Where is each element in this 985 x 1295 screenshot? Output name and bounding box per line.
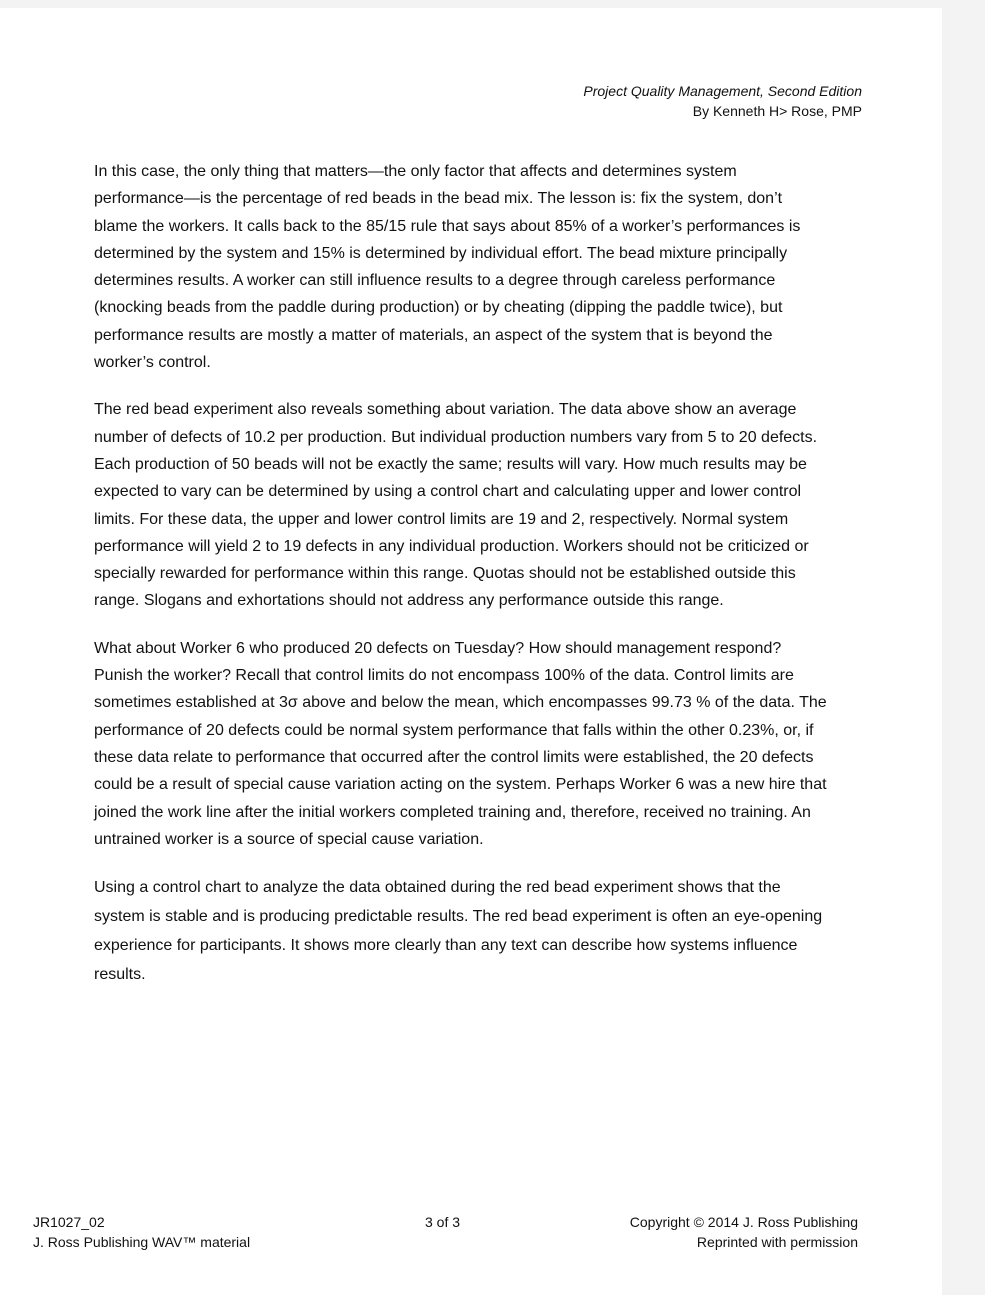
paragraph: The red bead experiment also reveals something about variation. The data above show an average number of defects of 10.2 per production. But individual production numbers vary from 5 to 20 defects. Each production of 50 beads will not be exactly the same; results will vary. How much results may be expected to vary can be determined by using a control chart and calculating upper and lower control limits. For these data, the upper and lower control limits are 19 and 2, respectively. Normal system performance will yield 2 to 19 defects in any individual production. Workers should not be criticized or specially rewarded for performance within this range. Quotas should not be established outside this range. Slogans and exhortations should not address any performance outside this range. (94, 401, 818, 610)
body-text (94, 158, 829, 1009)
document-code: JR1027_02 (33, 1214, 105, 1230)
book-author: By Kenneth H> Rose, PMP (692, 103, 862, 119)
footer-center (425, 1212, 460, 1232)
copyright-notice: Copyright © 2014 J. Ross Publishing (629, 1214, 858, 1230)
reprint-notice: Reprinted with permission (696, 1234, 858, 1250)
footer-right (630, 1212, 858, 1252)
paragraph: Using a control chart to analyze the data obtained during the red bead experiment shows that the system is stable and is producing predictable results. The red bead experiment is often an eye-opening experience for participants. It shows more clearly than any text can describe how systems influence results. (94, 879, 823, 984)
footer-left (33, 1212, 250, 1252)
viewer-side-margin (942, 0, 985, 1295)
document-page (0, 8, 942, 1295)
paragraph: What about Worker 6 who produced 20 defects on Tuesday? How should management respond? Punish the worker? Recall that control limits do not encompass 100% of the data. Control limits are sometimes established at 3σ above and below the mean, which encompasses 99.73 % of the data. The performance of 20 defects could be normal system performance that falls within the other 0.23%, or, if these data relate to performance that occurred after the control limits were established, the 20 defects could be a result of special cause variation acting on the system. Perhaps Worker 6 was a new hire that joined the work line after the initial workers completed training and, therefore, received no training. An untrained worker is a source of special cause variation. (94, 639, 827, 848)
paragraph: In this case, the only thing that matters—the only factor that affects and determines system performance—is the percentage of red beads in the bead mix. The lesson is: fix the system, don’t blame the workers. It calls back to the 85/15 rule that says about 85% of a worker’s performances is determined by the system and 15% is determined by individual effort. The bead mixture principally determines results. A worker can still influence results to a degree through careless performance (knocking beads from the paddle during production) or by cheating (dipping the paddle twice), but performance results are mostly a matter of materials, an aspect of the system that is beyond the worker’s control. (94, 163, 801, 372)
page-number: 3 of 3 (425, 1214, 461, 1230)
running-header (583, 81, 862, 121)
book-title: Project Quality Management, Second Edition (583, 83, 862, 99)
publisher-material: J. Ross Publishing WAV™ material (33, 1234, 251, 1250)
